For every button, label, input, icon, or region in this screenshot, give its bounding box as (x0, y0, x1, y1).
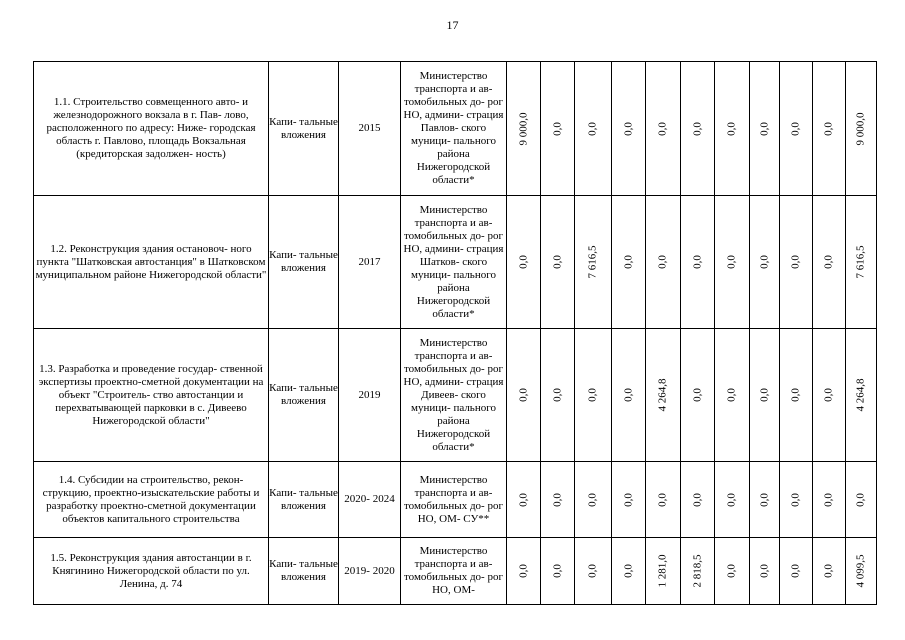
funding-value: 0,0 (622, 492, 634, 507)
total-value-cell (846, 462, 877, 538)
funding-value: 0,0 (822, 564, 835, 578)
year-value-cell (612, 329, 646, 462)
year-value-cell (575, 538, 612, 605)
year-value-cell (575, 329, 612, 462)
year-value-cell (681, 329, 715, 462)
table-row (34, 196, 877, 329)
funding-value: 0,0 (789, 388, 802, 402)
total-value: 7 616,5 (854, 245, 867, 279)
year-value-cell (575, 62, 612, 196)
year-value-cell (813, 462, 846, 538)
period-cell: 2017 (339, 196, 401, 329)
activity-name-cell: 1.2. Реконструкция здания остановоч- ного пункта "Шатковская автостанция" в Шатковском муниципальном районе Нижегородской области" (34, 196, 269, 329)
year-value-cell (646, 462, 681, 538)
year-value-cell (541, 538, 575, 605)
funding-value: 0,0 (551, 121, 563, 136)
expense-type-cell: Капи- тальные вложения (269, 462, 339, 538)
year-value-cell (780, 538, 813, 605)
funding-value: 0,0 (691, 255, 703, 269)
funding-value: 0,0 (656, 492, 669, 507)
year-value-cell (612, 462, 646, 538)
funding-value: 0,0 (586, 564, 599, 578)
funding-value: 0,0 (725, 492, 738, 507)
expense-type-cell: Капи- тальные вложения (269, 62, 339, 196)
funding-value: 0,0 (725, 121, 738, 136)
expense-type-cell: Капи- тальные вложения (269, 329, 339, 462)
funding-value: 0,0 (691, 121, 703, 136)
year-value-cell (541, 462, 575, 538)
year-value-cell (813, 62, 846, 196)
funding-value: 0,0 (656, 121, 669, 136)
funding-value: 0,0 (725, 388, 738, 402)
funding-value: 0,0 (789, 564, 802, 578)
funding-value: 4 264,8 (656, 378, 669, 412)
funding-value: 1 281,0 (656, 554, 669, 588)
funding-value: 0,0 (551, 388, 563, 402)
year-value-cell (715, 329, 750, 462)
program-table (33, 61, 877, 605)
funding-value: 0,0 (691, 492, 703, 507)
executor-cell: Министерство транспорта и ав- томобильных до- рог НО, админи- страция Шатков- ского муници- пального района Нижегородской области* (401, 196, 507, 329)
funding-value: 0,0 (551, 564, 563, 578)
year-value-cell (715, 538, 750, 605)
executor-cell: Министерство транспорта и ав- томобильных до- рог НО, ОМ- (401, 538, 507, 605)
year-value-cell (612, 196, 646, 329)
year-value-cell (813, 538, 846, 605)
total-value-cell (846, 196, 877, 329)
funding-value: 0,0 (725, 564, 738, 578)
table-row (34, 538, 877, 605)
funding-value: 0,0 (622, 388, 634, 402)
funding-value: 0,0 (551, 492, 563, 507)
funding-value: 9 000,0 (517, 112, 529, 145)
activity-name-cell: 1.3. Разработка и проведение государ- ственной экспертизы проектно-сметной документации на объект "Строитель- ство автостанции и перехватывающей парковки в с. Дивеево Нижегородской области" (34, 329, 269, 462)
expense-type-cell: Капи- тальные вложения (269, 538, 339, 605)
year-value-cell (507, 462, 541, 538)
funding-value: 0,0 (622, 255, 634, 269)
funding-value: 0,0 (758, 121, 770, 136)
year-value-cell (813, 329, 846, 462)
year-value-cell (646, 62, 681, 196)
funding-value: 0,0 (758, 388, 770, 402)
total-value: 4 264,8 (854, 378, 867, 412)
period-cell: 2019- 2020 (339, 538, 401, 605)
table-row (34, 329, 877, 462)
funding-value: 0,0 (789, 121, 802, 136)
year-value-cell (715, 196, 750, 329)
year-value-cell (780, 62, 813, 196)
year-value-cell (646, 538, 681, 605)
year-value-cell (575, 196, 612, 329)
period-cell: 2015 (339, 62, 401, 196)
year-value-cell (541, 329, 575, 462)
year-value-cell (780, 329, 813, 462)
funding-value: 0,0 (758, 492, 770, 507)
year-value-cell (541, 196, 575, 329)
funding-value: 0,0 (622, 121, 634, 136)
year-value-cell (681, 538, 715, 605)
year-value-cell (541, 62, 575, 196)
funding-value: 0,0 (586, 121, 599, 136)
expense-type-cell: Капи- тальные вложения (269, 196, 339, 329)
period-cell: 2019 (339, 329, 401, 462)
executor-cell: Министерство транспорта и ав- томобильных до- рог НО, админи- страция Павлов- ского муници- пального района Нижегородской области* (401, 62, 507, 196)
year-value-cell (750, 329, 780, 462)
total-value-cell (846, 329, 877, 462)
period-cell: 2020- 2024 (339, 462, 401, 538)
funding-value: 0,0 (822, 388, 835, 402)
funding-value: 0,0 (517, 388, 529, 402)
page-number: 17 (446, 18, 459, 32)
year-value-cell (646, 196, 681, 329)
funding-value: 0,0 (656, 255, 669, 269)
funding-value: 0,0 (517, 492, 529, 507)
year-value-cell (780, 196, 813, 329)
funding-value: 0,0 (725, 255, 738, 269)
funding-value: 0,0 (551, 255, 563, 269)
funding-value: 0,0 (517, 255, 529, 269)
year-value-cell (507, 538, 541, 605)
executor-cell: Министерство транспорта и ав- томобильных до- рог НО, админи- страция Дивеев- ского муници- пального района Нижегородской области* (401, 329, 507, 462)
funding-value: 0,0 (517, 564, 529, 578)
funding-value: 0,0 (822, 492, 835, 507)
funding-value: 0,0 (758, 255, 770, 269)
total-value: 0,0 (854, 492, 867, 507)
year-value-cell (715, 62, 750, 196)
funding-value: 2 818,5 (691, 554, 703, 588)
year-value-cell (646, 329, 681, 462)
funding-value: 0,0 (789, 255, 802, 269)
total-value: 9 000,0 (854, 112, 867, 145)
year-value-cell (681, 196, 715, 329)
activity-name-cell: 1.5. Реконструкция здания автостанции в г. Княгинино Нижегородской области по ул. Ленина, д. 74 (34, 538, 269, 605)
total-value-cell (846, 538, 877, 605)
year-value-cell (750, 62, 780, 196)
total-value: 4 099,5 (854, 554, 867, 588)
activity-name-cell: 1.1. Строительство совмещенного авто- и железнодорожного вокзала в г. Пав- лово, расположенного по адресу: Ниже- городская область г. Павлово, площадь Вокзальная (кредиторская задолжен- ность) (34, 62, 269, 196)
year-value-cell (750, 196, 780, 329)
funding-value: 0,0 (586, 388, 599, 402)
year-value-cell (780, 462, 813, 538)
year-value-cell (575, 462, 612, 538)
year-value-cell (612, 538, 646, 605)
table-row (34, 62, 877, 196)
funding-value: 0,0 (691, 388, 703, 402)
funding-value: 0,0 (789, 492, 802, 507)
funding-value: 0,0 (622, 564, 634, 578)
total-value-cell (846, 62, 877, 196)
year-value-cell (715, 462, 750, 538)
activity-name-cell: 1.4. Субсидии на строительство, рекон- струкцию, проектно-изыскательские работы и разработку проектно-сметной документации объектов капитального строительства (34, 462, 269, 538)
year-value-cell (507, 62, 541, 196)
funding-value: 0,0 (758, 564, 770, 578)
year-value-cell (612, 62, 646, 196)
funding-value: 7 616,5 (586, 245, 599, 279)
table-row (34, 462, 877, 538)
year-value-cell (507, 329, 541, 462)
year-value-cell (750, 538, 780, 605)
year-value-cell (750, 462, 780, 538)
year-value-cell (681, 462, 715, 538)
funding-value: 0,0 (822, 121, 835, 136)
year-value-cell (507, 196, 541, 329)
executor-cell: Министерство транспорта и ав- томобильных до- рог НО, ОМ- СУ** (401, 462, 507, 538)
funding-value: 0,0 (586, 492, 599, 507)
funding-value: 0,0 (822, 255, 835, 269)
year-value-cell (681, 62, 715, 196)
year-value-cell (813, 196, 846, 329)
